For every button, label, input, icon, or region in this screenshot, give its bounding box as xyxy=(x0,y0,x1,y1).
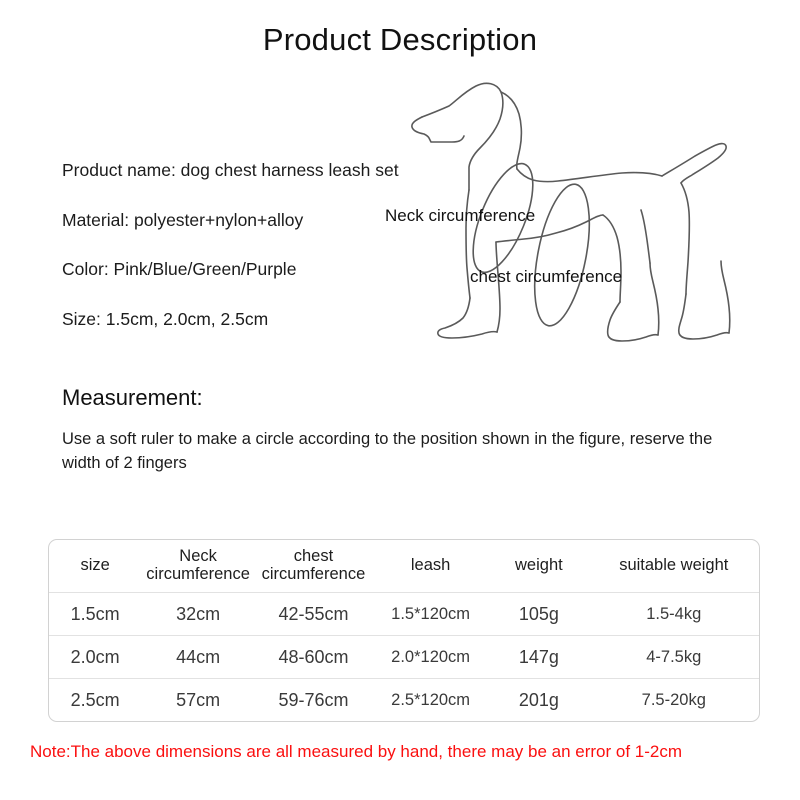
cell-chest-circumference: 48-60cm xyxy=(278,646,349,667)
dog-rear-back-leg-top xyxy=(681,183,689,294)
spec-product-name: Product name: dog chest harness leash set xyxy=(62,160,399,180)
cell-leash: 2.0*120cm xyxy=(391,647,471,666)
dog-rear-paw-outline xyxy=(608,302,658,341)
cell-leash: 1.5*120cm xyxy=(391,604,471,623)
cell-neck-circumference: 44cm xyxy=(176,646,221,667)
cell-leash: 2.5*120cm xyxy=(391,690,471,709)
cell-size: 2.0cm xyxy=(70,646,120,667)
dog-neck-back-outline xyxy=(517,169,662,182)
dog-rear-hock-outline xyxy=(641,210,650,263)
spec-size: Size: 1.5cm, 2.0cm, 2.5cm xyxy=(62,308,269,329)
column-header-neck-circumference: Neck circumference xyxy=(146,547,250,583)
cell-chest-circumference: 42-55cm xyxy=(278,603,349,624)
spec-material: Material: polyester+nylon+alloy xyxy=(62,209,304,230)
column-header-size: size xyxy=(80,556,110,575)
cell-size: 1.5cm xyxy=(70,603,120,624)
cell-chest-circumference: 59-76cm xyxy=(278,689,349,710)
dog-rear-leg-back-edge xyxy=(650,263,659,335)
measurement-error-note: Note:The above dimensions are all measured by hand, there may be an error of 1-2cm xyxy=(30,742,683,761)
cell-weight: 105g xyxy=(518,603,559,624)
dog-rear-far-paw-outline xyxy=(679,294,729,339)
cell-suitable-weight: 4-7.5kg xyxy=(646,647,702,666)
cell-suitable-weight: 1.5-4kg xyxy=(646,604,702,623)
page-title: Product Description xyxy=(262,22,538,57)
measurement-instructions: Use a soft ruler to make a circle according to the position shown in the figure, reserve the width of 2 fingers xyxy=(62,430,713,472)
dog-rear-far-leg-edge xyxy=(721,261,730,333)
measurement-heading: Measurement: xyxy=(62,385,203,410)
table-row xyxy=(49,679,759,722)
column-header-chest-circumference: chest circumference xyxy=(261,547,366,583)
chest-circumference-loop xyxy=(525,180,600,331)
cell-weight: 201g xyxy=(518,689,559,710)
cell-weight: 147g xyxy=(518,646,559,667)
column-header-weight: weight xyxy=(515,556,563,575)
neck-circumference-label: Neck circumference xyxy=(385,206,536,225)
cell-suitable-weight: 7.5-20kg xyxy=(641,690,706,709)
dog-rear-leg-front-edge xyxy=(603,215,621,302)
column-header-suitable-weight: suitable weight xyxy=(619,556,729,575)
table-header-row xyxy=(49,540,759,593)
cell-neck-circumference: 57cm xyxy=(176,689,221,710)
dog-front-paw-outline xyxy=(438,298,497,338)
column-header-leash: leash xyxy=(410,556,451,575)
dog-tail-outline xyxy=(662,144,726,183)
table-row xyxy=(49,636,759,679)
size-specification-table xyxy=(48,539,760,722)
spec-color: Color: Pink/Blue/Green/Purple xyxy=(62,259,297,279)
chest-circumference-label: chest circumference xyxy=(470,267,623,286)
dog-front-leg-front-edge xyxy=(496,242,500,332)
cell-neck-circumference: 32cm xyxy=(176,603,221,624)
dog-head-top-outline xyxy=(422,83,503,190)
table-row xyxy=(49,593,759,636)
dog-muzzle-outline xyxy=(412,117,464,142)
dog-ear-outline xyxy=(501,92,521,169)
cell-size: 2.5cm xyxy=(70,689,120,710)
